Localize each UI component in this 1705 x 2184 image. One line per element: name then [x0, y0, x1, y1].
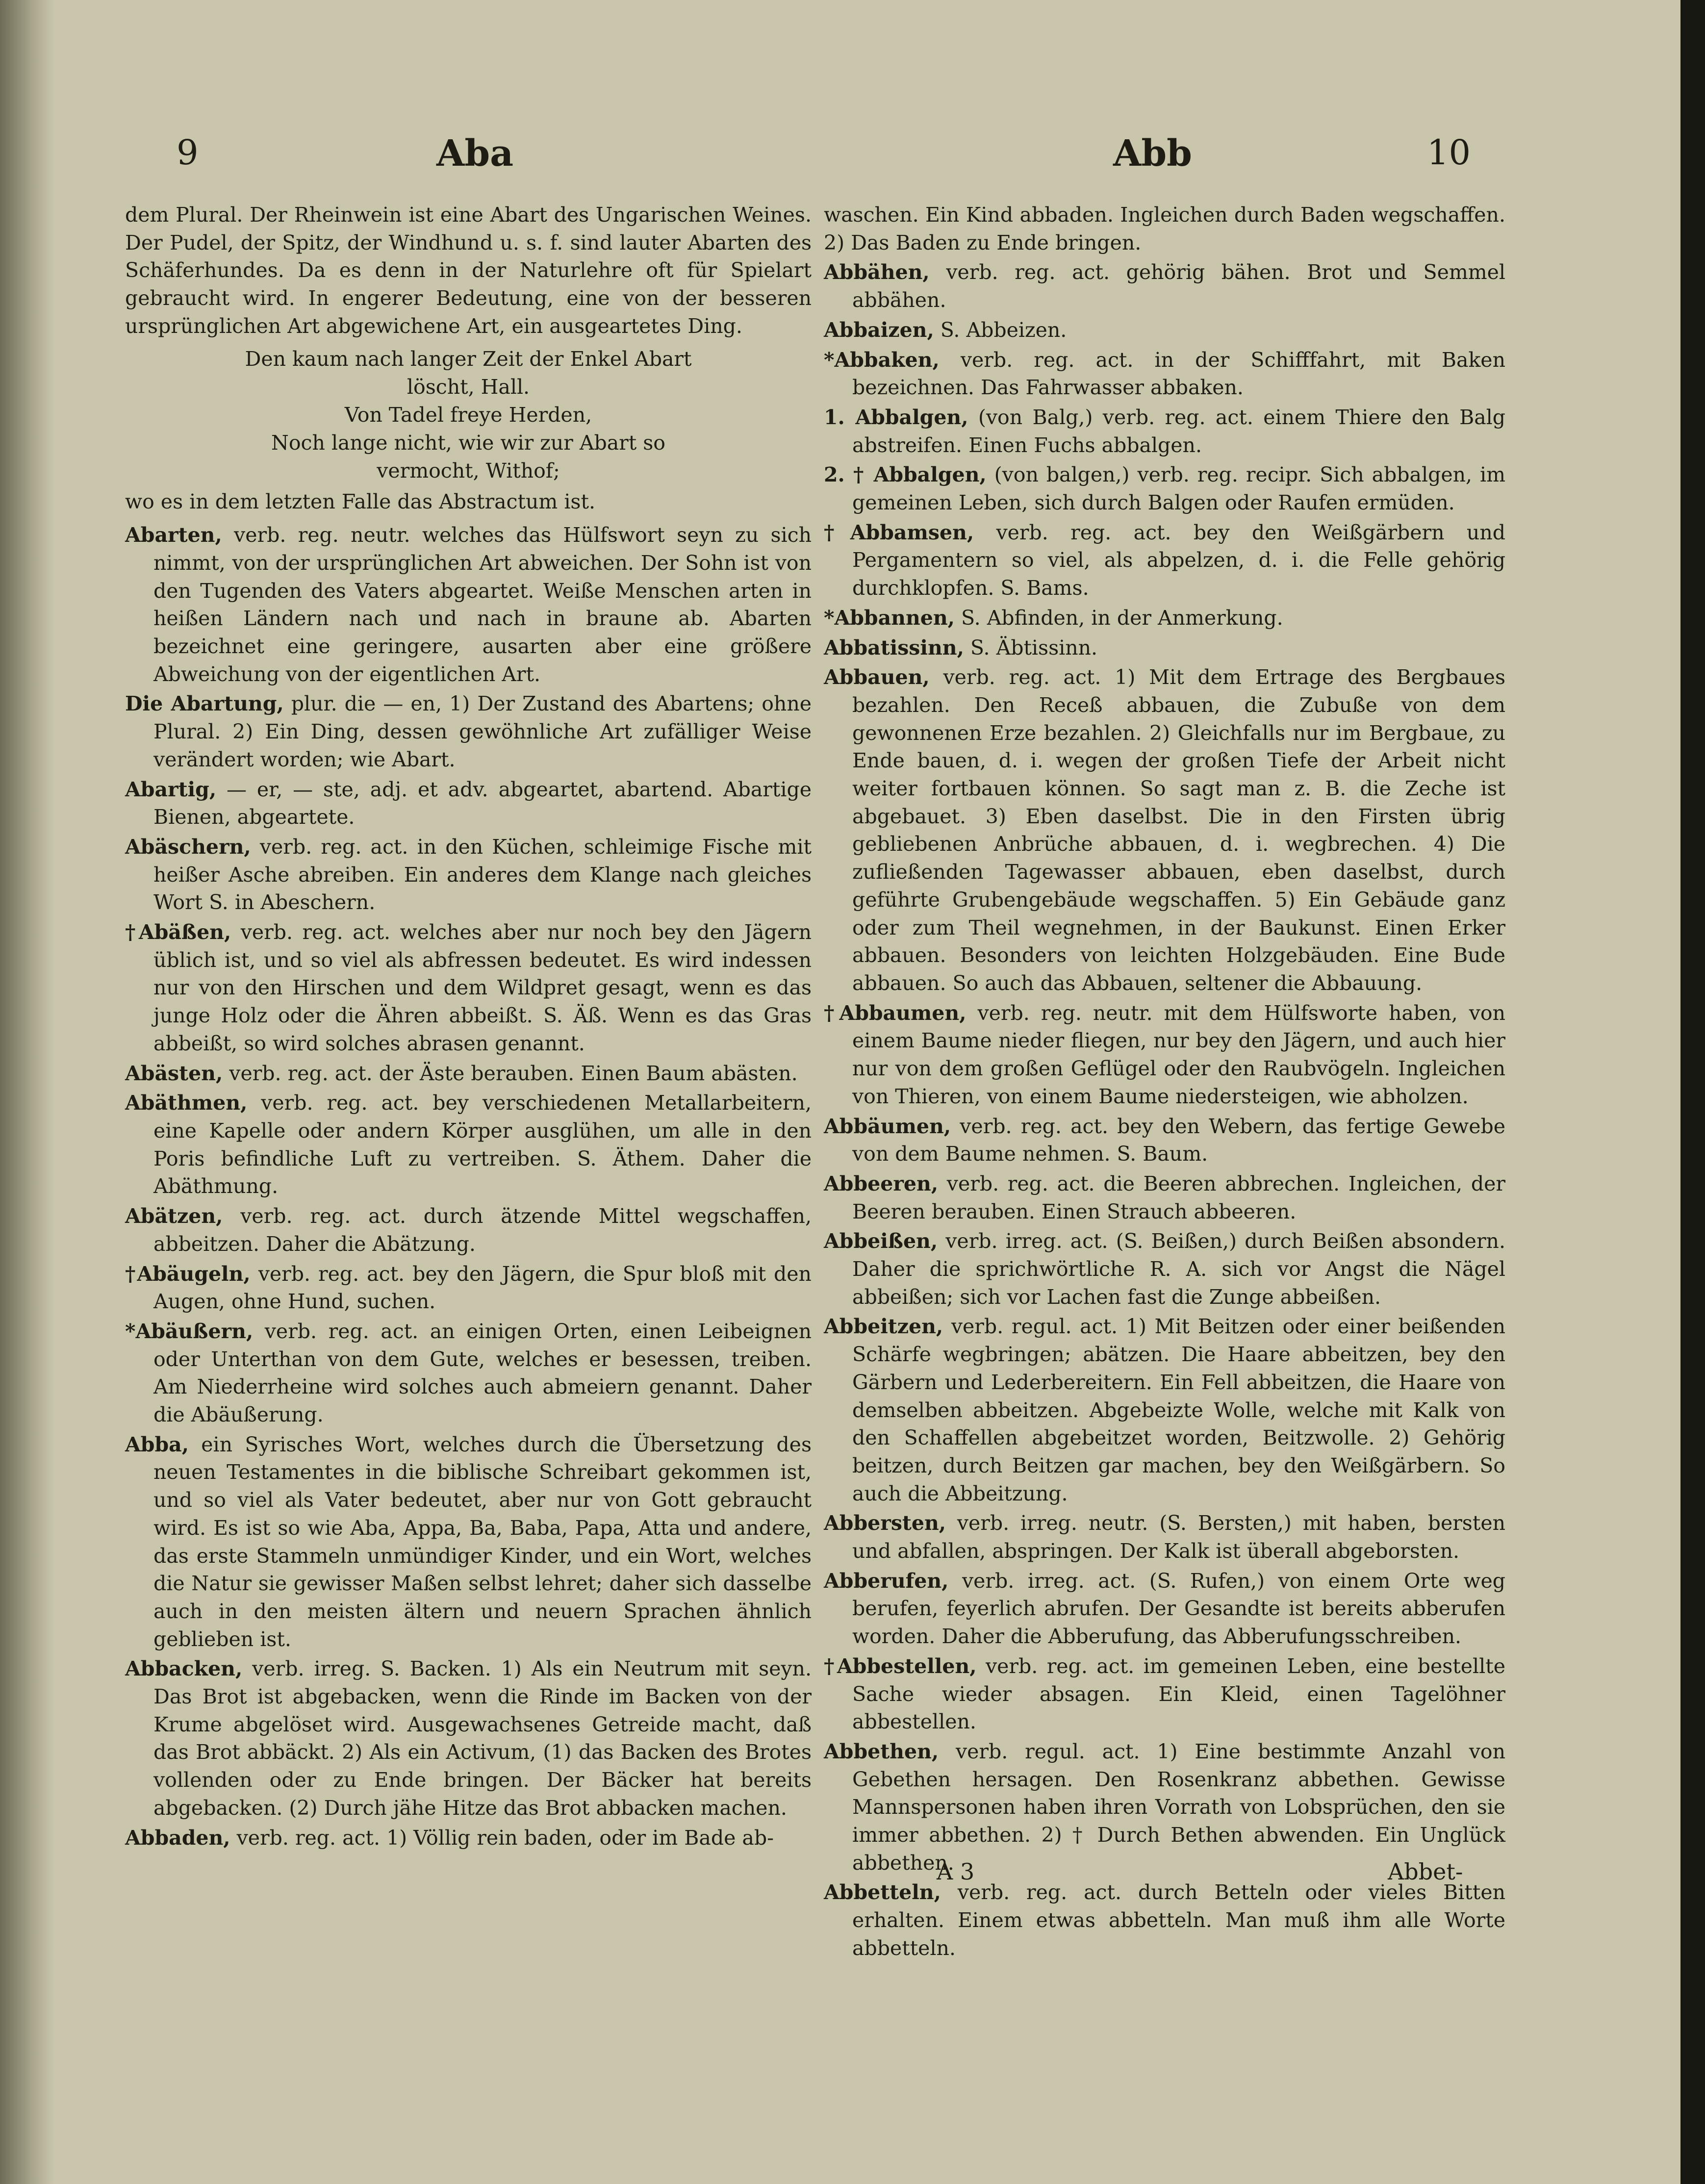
- dictionary-entry: [125, 918, 812, 1058]
- left-page-number: 9: [177, 132, 199, 173]
- dictionary-entry: [824, 1113, 1505, 1168]
- dictionary-entry: [125, 1060, 812, 1088]
- entry-definition: verb. reg. neutr. mit dem Hülfsworte haben, von einem Baume nieder fliegen, nur bey den Jägern, und auch hier nur von dem großen Geflügel oder den Raubvögeln. Ingleichen von Thieren, von einem Baume niedersteigen, wie abholzen.: [852, 1001, 1505, 1108]
- dictionary-entry: [824, 1509, 1505, 1565]
- entry-headword: Abba,: [125, 1432, 189, 1456]
- right-entries: [824, 258, 1505, 1962]
- entry-definition: S. Abfinden, in der Anmerkung.: [961, 606, 1283, 630]
- dictionary-entry: [125, 1260, 812, 1316]
- entry-definition: verb. reg. act. in den Küchen, schleimige Fische mit heißer Asche abreiben. Ein anderes dem Klange nach gleiches Wort S. in Abeschern.: [153, 835, 812, 914]
- entry-headword: *Abäußern,: [125, 1319, 254, 1343]
- entry-headword: Abäschern,: [125, 835, 251, 859]
- entry-headword: *Abbaken,: [824, 348, 940, 372]
- entry-definition: verb. reg. act. durch Betteln oder vieles Bitten erhalten. Einem etwas abbetteln. Man muß ihm alle Worte abbetteln.: [852, 1880, 1505, 1960]
- quote-line: Von Tadel freye Herden,: [344, 403, 592, 427]
- dictionary-entry: [125, 690, 812, 773]
- dictionary-entry: [824, 346, 1505, 402]
- quote-line: Den kaum nach langer Zeit der Enkel Abart: [245, 347, 692, 371]
- dictionary-entry: [824, 1738, 1505, 1877]
- entry-headword: Abartig,: [125, 777, 217, 801]
- entry-definition: verb. reg. act. die Beeren abbrechen. Ingleichen, der Beeren berauben. Einen Strauch abbeeren.: [852, 1171, 1505, 1223]
- dictionary-entry: [824, 634, 1505, 662]
- entry-definition: verb. reg. act. in der Schifffahrt, mit Baken bezeichnen. Das Fahrwasser abbaken.: [852, 348, 1505, 400]
- entry-definition: verb. reg. act. bey den Weißgärbern und Pergamentern so viel, als abpelzen, d. i. die Felle gehörig durchklopfen. S. Bams.: [852, 520, 1505, 600]
- entry-definition: verb. reg. act. im gemeinen Leben, eine bestellte Sache wieder absagen. Ein Kleid, einen Tagelöhner abbestellen.: [852, 1654, 1505, 1734]
- entry-definition: verb. irreg. S. Backen. 1) Als ein Neutrum mit seyn. Das Brot ist abgebacken, wenn die Rinde im Backen von der Krume abgelöset wird. Ausgewachsenes Getreide macht, daß das Brot abbäckt. 2) Als ein Activum, (1) das Backen des Brotes vollenden oder zu Ende bringen. Der Bäcker hat bereits abgebacken. (2) Durch jähe Hitze das Brot abbacken machen.: [153, 1657, 812, 1820]
- left-running-head: Aba: [436, 132, 514, 175]
- dictionary-entry: [824, 1313, 1505, 1507]
- entry-headword: 2. † Abbalgen,: [824, 463, 987, 487]
- entry-headword: †Abbamsen,: [824, 520, 974, 544]
- dictionary-entry: [824, 461, 1505, 516]
- dictionary-entry: [125, 776, 812, 831]
- dictionary-entry: [824, 404, 1505, 459]
- entry-definition: S. Abbeizen.: [940, 318, 1067, 342]
- entry-definition: verb. reg. act. 1) Mit dem Ertrage des Bergbaues bezahlen. Den Receß abbauen, die Zubuße von dem gewonnenen Erze bezahlen. 2) Gleichfalls nur im Bergbaue, zu Ende bauen, d. i. wegen der großen Tiefe der Arbeit nicht weiter fortbauen können. So sagt man z. B. die Zeche ist abgebauet. 3) Eben daselbst. Die in den Firsten übrig gebliebenen Anbrüche abbauen, d. i. wegbrechen. 4) Die zufließenden Tagewasser abbauen, eben daselbst, durch geführte Grubengebäude wegschaffen. 5) Ein Gebäude ganz oder zum Theil wegnehmen, in der Baukunst. Einen Erker abbauen. Besonders von leichten Holzgebäuden. Eine Bude abbauen. So auch das Abbauen, seltener die Abbauung.: [852, 665, 1505, 995]
- entry-definition: verb. reg. act. durch ätzende Mittel wegschaffen, abbeitzen. Daher die Abätzung.: [153, 1204, 812, 1256]
- entry-headword: Abbetteln,: [824, 1880, 941, 1905]
- dictionary-entry: [125, 1431, 812, 1653]
- entry-headword: Abästen,: [125, 1061, 223, 1085]
- entry-headword: *Abbannen,: [824, 606, 955, 630]
- entry-definition: (von Balg,) verb. reg. act. einem Thiere den Balg abstreifen. Einen Fuchs abbalgen.: [852, 405, 1506, 457]
- entry-definition: verb. reg. act. an einigen Orten, einen Leibeignen oder Unterthan von dem Gute, welches er besessen, treiben. Am Niederrheine wird solches auch abmeiern genannt. Daher die Abäußerung.: [153, 1319, 812, 1427]
- book-gutter: [0, 0, 54, 2184]
- entry-headword: Abarten,: [125, 523, 222, 547]
- entry-headword: Die Abartung,: [125, 692, 284, 716]
- entry-headword: †Abäßen,: [125, 920, 231, 944]
- entry-headword: Abbauen,: [824, 665, 930, 689]
- entry-definition: verb. regul. act. 1) Eine bestimmte Anzahl von Gebethen hersagen. Den Rosenkranz abbethen. Gewisse Mannspersonen haben ihren Vorrath von Lobsprüchen, den sie immer abbethen. 2) † Durch Bethen abwenden. Ein Unglück abbethen.: [852, 1739, 1505, 1875]
- quote-line: Noch lange nicht, wie wir zur Abart so: [271, 431, 665, 455]
- left-column: [125, 201, 812, 1854]
- entry-headword: Abäthmen,: [125, 1091, 248, 1115]
- entry-headword: Abbähen,: [824, 260, 930, 284]
- dictionary-entry: [824, 1879, 1505, 1962]
- entry-headword: †Abbaumen,: [824, 1001, 967, 1025]
- left-entries: [125, 521, 812, 1852]
- dictionary-entry: [824, 1170, 1505, 1225]
- quote-line: vermocht, Withof;: [377, 458, 560, 483]
- dictionary-entry: [824, 1652, 1505, 1736]
- entry-definition: S. Äbtissinn.: [970, 635, 1098, 660]
- dictionary-entry: [824, 663, 1505, 997]
- entry-definition: verb. reg. act. 1) Völlig rein baden, oder im Bade ab-: [236, 1826, 774, 1850]
- page-edge: [1680, 0, 1705, 2184]
- entry-headword: †Abbestellen,: [824, 1654, 977, 1678]
- entry-headword: Abbaden,: [125, 1826, 230, 1850]
- entry-definition: — er, — ste, adj. et adv. abgeartet, abartend. Abartige Bienen, abgeartete.: [153, 777, 812, 829]
- dictionary-entry: [125, 1202, 812, 1258]
- entry-headword: Abbeißen,: [824, 1229, 938, 1253]
- entry-definition: verb. irreg. neutr. (S. Bersten,) mit haben, bersten und abfallen, abspringen. Der Kalk ist überall abgeborsten.: [852, 1511, 1505, 1563]
- dictionary-entry: [125, 1318, 812, 1429]
- entry-headword: Abbaizen,: [824, 318, 934, 342]
- dictionary-entry: [125, 833, 812, 916]
- dictionary-entry: [125, 1655, 812, 1822]
- dictionary-entry: [824, 604, 1505, 632]
- entry-headword: Abbethen,: [824, 1739, 939, 1763]
- dictionary-entry: [824, 999, 1505, 1111]
- signature-mark: A 3: [937, 1858, 975, 1885]
- right-running-head: Abb: [1113, 132, 1192, 175]
- dictionary-entry: [125, 521, 812, 688]
- entry-definition: verb. reg. act. gehörig bähen. Brot und Semmel abbähen.: [852, 260, 1505, 312]
- right-intro: waschen. Ein Kind abbaden. Ingleichen durch Baden wegschaffen. 2) Das Baden zu Ende bringen.: [824, 203, 1505, 254]
- entry-definition: verb. reg. act. bey den Jägern, die Spur bloß mit den Augen, ohne Hund, suchen.: [153, 1262, 812, 1314]
- quote-note: wo es in dem letzten Falle das Abstractum ist.: [125, 489, 595, 513]
- dictionary-entry: [824, 258, 1505, 314]
- dictionary-entry: [824, 1567, 1505, 1651]
- entry-definition: verb. reg. act. bey den Webern, das fertige Gewebe von dem Baume nehmen. S. Baum.: [852, 1114, 1505, 1166]
- entry-headword: Abbatissinn,: [824, 635, 964, 660]
- entry-definition: verb. irreg. act. (S. Beißen,) durch Beißen absondern. Daher die sprichwörtliche R. A. sich vor Angst die Nägel abbeißen; sich vor Lachen fast die Zunge abbeißen.: [852, 1229, 1505, 1309]
- entry-headword: Abbeitzen,: [824, 1315, 943, 1339]
- entry-definition: verb. reg. act. der Äste berauben. Einen Baum abästen.: [229, 1061, 798, 1085]
- entry-definition: plur. die — en, 1) Der Zustand des Abartens; ohne Plural. 2) Ein Ding, dessen gewöhnliche Art zufälliger Weise verändert worden; wie Abart.: [153, 692, 812, 771]
- quote-line: löscht, Hall.: [407, 375, 530, 399]
- poem-quote: [125, 345, 812, 485]
- entry-definition: verb. irreg. act. (S. Rufen,) von einem Orte weg berufen, feyerlich abrufen. Der Gesandte ist bereits abberufen worden. Daher die Abberufung, das Abberufungsschreiben.: [852, 1569, 1505, 1649]
- entry-definition: ein Syrisches Wort, welches durch die Übersetzung des neuen Testamentes in die biblische Schreibart gekommen ist, und so viel als Vater bedeutet, aber nur von Gott gebraucht wird. Es ist so wie Aba, Appa, Ba, Baba, Papa, Atta und andere, das erste Stammeln unmündiger Kinder, und ein Wort, welches die Natur sie gewisser Maßen selbst lehret; daher sich dasselbe auch in den meisten ältern und neuern Sprachen ähnlich geblieben ist.: [153, 1432, 812, 1651]
- entry-headword: †Abäugeln,: [125, 1262, 251, 1286]
- entry-definition: verb. regul. act. 1) Mit Beitzen oder einer beißenden Schärfe wegbringen; abätzen. Die Haare abbeitzen, bey den Gärbern und Lederbereitern. Ein Fell abbeitzen, die Haare von demselben abbeitzen. Abgebeizte Wolle, welche mit Kalk von den Schaffellen abgebeitzet worden, Beitzwolle. 2) Gehörig beitzen, durch Beitzen gar machen, bey den Weißgärbern. So auch die Abbeitzung.: [852, 1315, 1505, 1505]
- entry-headword: Abbacken,: [125, 1657, 243, 1681]
- left-intro: dem Plural. Der Rheinwein ist eine Abart des Ungarischen Weines. Der Pudel, der Spitz, der Windhund u. s. f. sind lauter Abarten des Schäferhundes. Da es denn in der Naturlehre oft für Spielart gebraucht wird. In engerer Bedeutung, eine von der besseren ursprünglichen Art abgewichene Art, ein ausgeartetes Ding.: [125, 203, 812, 338]
- entry-headword: Abätzen,: [125, 1204, 223, 1228]
- right-column: [824, 201, 1505, 1964]
- catchword: Abbet-: [1388, 1858, 1463, 1885]
- entry-definition: (von balgen,) verb. reg. recipr. Sich abbalgen, im gemeinen Leben, sich durch Balgen oder Raufen ermüden.: [852, 463, 1505, 515]
- entry-headword: Abbeeren,: [824, 1171, 939, 1195]
- dictionary-entry: [824, 1227, 1505, 1311]
- entry-definition: verb. reg. act. welches aber nur noch bey den Jägern üblich ist, und so viel als abfressen bedeutet. Es wird indessen nur von den Hirschen und dem Wildpret gesagt, wenn es das junge Holz oder die Ähren abbeißt. S. Äß. Wenn es das Gras abbeißt, so wird solches abrasen genannt.: [153, 920, 812, 1055]
- dictionary-entry: [824, 316, 1505, 344]
- entry-headword: 1. Abbalgen,: [824, 405, 968, 429]
- entry-headword: Abbäumen,: [824, 1114, 951, 1138]
- entry-headword: Abbersten,: [824, 1511, 946, 1535]
- right-page-number: 10: [1427, 132, 1471, 173]
- entry-headword: Abberufen,: [824, 1569, 949, 1593]
- dictionary-entry: [125, 1089, 812, 1200]
- entry-definition: verb. reg. neutr. welches das Hülfswort seyn zu sich nimmt, von der ursprünglichen Art abweichen. Der Sohn ist von den Tugenden des Vaters abgeartet. Weiße Menschen arten in heißen Ländern nach und nach in braune ab. Abarten bezeichnet eine geringere, ausarten aber eine größere Abweichung von der eigentlichen Art.: [153, 523, 812, 686]
- dictionary-entry: [125, 1824, 812, 1852]
- dictionary-entry: [824, 519, 1505, 602]
- entry-definition: verb. reg. act. bey verschiedenen Metallarbeitern, eine Kapelle oder andern Körper ausglühen, um alle in den Poris befindliche Luft zu vertreiben. S. Äthem. Daher die Abäthmung.: [153, 1091, 812, 1198]
